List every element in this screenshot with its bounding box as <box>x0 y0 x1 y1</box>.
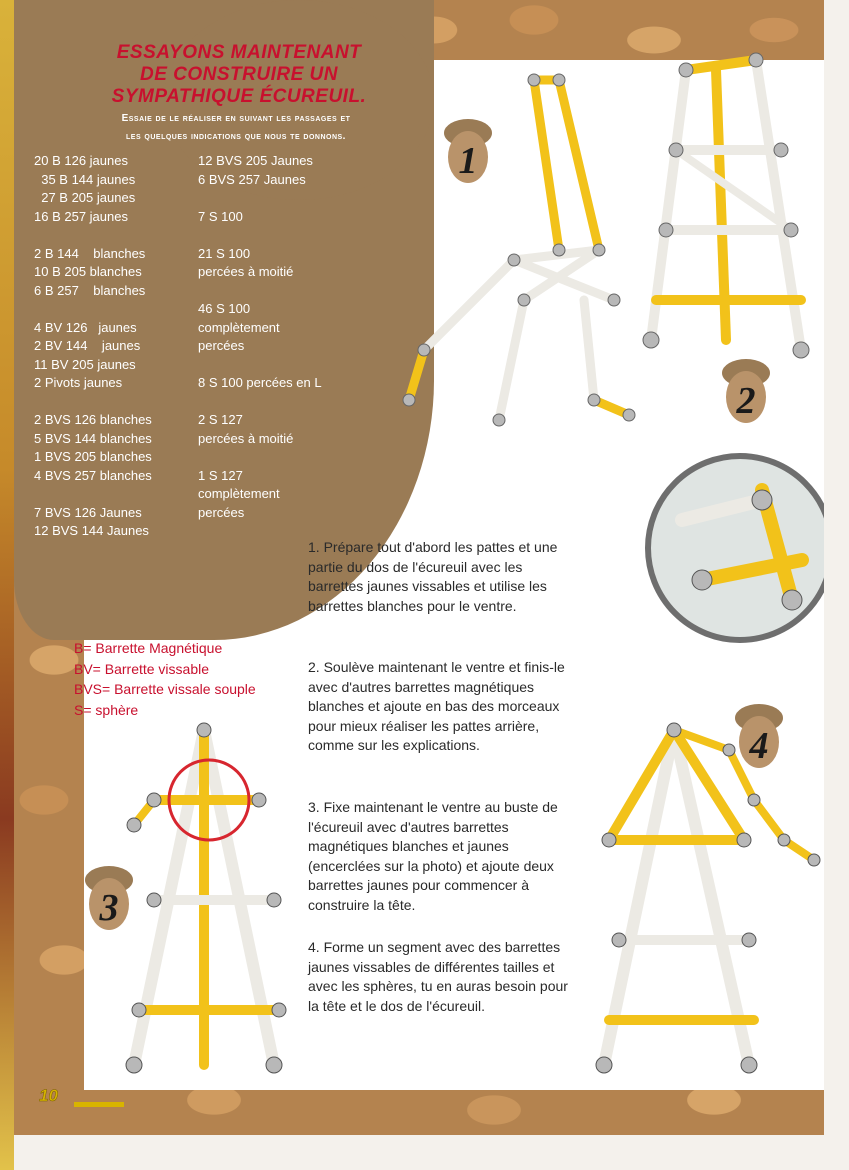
acorn-number: 2 <box>736 380 756 422</box>
abbreviation-legend <box>74 638 256 720</box>
step-2-text: 2. Soulève maintenant le ventre et finis-le avec d'autres barrettes magnétiques blanches et ajoute en bas des morceaux pour mieux réaliser les pattes arrière, comme sur les explications. <box>308 659 565 753</box>
acorn-step-4-icon <box>732 700 786 770</box>
intro-text <box>76 110 396 146</box>
step-3-text: 3. Fixe maintenant le ventre au buste de l'écureuil avec d'autres barrettes magnétiques blanches et jaunes (encerclées sur la photo) et ajoute deux barrettes jaunes pour commencer à construire la tête. <box>308 799 558 913</box>
page-number-underline <box>74 1102 124 1107</box>
model-step-2-image <box>626 40 824 360</box>
step-4-text: 4. Forme un segment avec des barrettes jaunes vissables de différentes tailles et avec les sphères, tu en auras besoin pour la tête et le dos de l'écureuil. <box>308 939 568 1014</box>
legend-item: B= Barrette Magnétique <box>74 640 223 656</box>
acorn-number: 1 <box>458 140 478 182</box>
title-line: DE CONSTRUIRE UN <box>139 64 338 85</box>
page-number: 10 <box>39 1086 58 1105</box>
legend-item: BVS= Barrette vissale souple <box>74 681 256 697</box>
acorn-number: 4 <box>749 725 769 767</box>
magazine-page <box>14 0 824 1135</box>
title-line: SYMPATHIQUE ÉCUREUIL. <box>111 86 367 107</box>
parts-list-column-left: 20 B 126 jaunes 35 B 144 jaunes 27 B 205 jaunes 16 B 257 jaunes 2 B 144 blanches 10 B 205 blanches 6 B 257 blanches 4 BV 126 jaunes 2 BV 144 jaunes 11 BV 205 jaunes 2 Pivots jaunes 2 BVS 126 blanches 5 BVS 144 blanches 1 BVS 205 blanches 4 BVS 257 blanches 7 BVS 126 Jaunes 12 BVS 144 Jaunes <box>34 153 152 538</box>
title-line: ESSAYONS MAINTENANT <box>116 42 362 63</box>
acorn-step-3-icon <box>82 862 136 932</box>
acorn-step-1-icon <box>441 115 495 185</box>
intro-line: Essaie de le réaliser en suivant les passages et <box>121 113 351 124</box>
page-title <box>109 42 369 108</box>
legend-item: BV= Barrette vissable <box>74 660 210 677</box>
left-edge-strip <box>0 0 14 1170</box>
step-1-text: 1. Prépare tout d'abord les pattes et une partie du dos de l'écureuil avec les barrettes jaunes vissables et utilise les barrettes blanches pour le ventre. <box>308 539 558 614</box>
closeup-photo <box>642 450 824 646</box>
acorn-number: 3 <box>99 887 119 929</box>
legend-item: S= sphère <box>74 701 139 718</box>
intro-line: les quelques indications que nous te donnons. <box>126 131 346 142</box>
parts-list-column-right: 12 BVS 205 Jaunes 6 BVS 257 Jaunes 7 S 100 21 S 100 percées à moitié 46 S 100 complètement percées 8 S 100 percées en L 2 S 127 percées à moitié 1 S 127 complètement percées <box>198 153 322 520</box>
model-step-4-image <box>579 710 824 1090</box>
acorn-step-2-icon <box>719 355 773 425</box>
model-step-3-image <box>114 720 304 1090</box>
model-step-1-image <box>384 60 644 440</box>
